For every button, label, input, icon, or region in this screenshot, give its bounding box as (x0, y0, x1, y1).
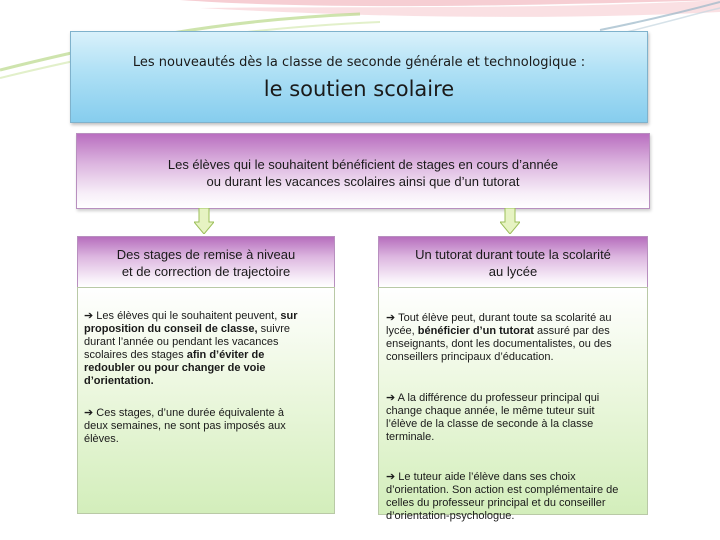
text-run: ➔ Les élèves qui le souhaitent peuvent, (84, 310, 281, 322)
text-line (386, 405, 644, 418)
text-line (84, 375, 332, 388)
right-body-box (378, 287, 648, 522)
text-line (386, 431, 644, 444)
bold-text: bénéficier d’un tutorat (417, 325, 534, 337)
bold-text: d’orientation. (84, 375, 154, 387)
title-line-2: le soutien scolaire (263, 77, 455, 101)
left-heading-box (77, 236, 335, 288)
text-line (84, 336, 332, 349)
text-line (84, 323, 332, 336)
text-run: durant l’année ou pendant les vacances (84, 336, 279, 348)
text-line (84, 310, 332, 323)
right-paragraph-3 (386, 471, 644, 523)
text-line (386, 510, 644, 523)
text-run: celles du professeur principal et du conseiller (386, 497, 606, 509)
text-run: terminale. (386, 431, 435, 443)
text-line (386, 484, 644, 497)
right-paragraph-2 (386, 392, 644, 444)
bold-text: sur (280, 310, 298, 322)
down-arrow-left-icon (194, 208, 214, 234)
right-heading-line-2: au lycée (488, 264, 538, 279)
right-heading-line-1: Un tutorat durant toute la scolarité (415, 247, 611, 262)
text-line (84, 349, 332, 362)
text-line (386, 392, 644, 405)
left-paragraph-1 (84, 310, 332, 388)
text-run: change chaque année, le même tuteur suit (386, 405, 595, 417)
bold-text: afin d’éviter de (186, 349, 265, 361)
right-paragraph-1 (386, 312, 644, 364)
left-heading-line-1: Des stages de remise à niveau (116, 247, 296, 262)
text-run: lycée, (386, 325, 418, 337)
right-heading-box (378, 236, 648, 288)
text-line (386, 312, 644, 325)
text-run: ➔ Tout élève peut, durant toute sa scolarité au (386, 312, 612, 324)
text-run: élèves. (84, 433, 119, 445)
text-run: assuré par des (533, 325, 610, 337)
title-line-1: Les nouveautés dès la classe de seconde générale et technologique : (132, 55, 586, 70)
text-line (386, 325, 644, 338)
down-arrow-right-icon (500, 208, 520, 234)
text-line (84, 362, 332, 375)
text-line (84, 407, 332, 420)
bold-text: redoubler ou pour changer de voie (84, 362, 266, 374)
text-run: ➔ Ces stages, d’une durée équivalente à (84, 407, 285, 419)
text-run: ➔ Le tuteur aide l’élève dans ses choix (386, 471, 576, 483)
text-run: scolaires des stages (84, 349, 187, 361)
text-line (386, 418, 644, 431)
title-box (70, 31, 648, 123)
intro-line-2: ou durant les vacances scolaires ainsi que d’un tutorat (206, 174, 520, 189)
intro-line-1: Les élèves qui le souhaitent bénéficient de stages en cours d’année (167, 157, 559, 172)
text-run: enseignants, dont les documentalistes, ou des (386, 338, 612, 350)
left-body-box (77, 287, 335, 514)
text-line (386, 351, 644, 364)
intro-box (76, 133, 650, 209)
text-run: ➔ A la différence du professeur principal qui (386, 392, 600, 404)
bold-text: proposition du conseil de classe, (84, 323, 258, 335)
left-heading-line-2: et de correction de trajectoire (121, 264, 291, 279)
text-line (386, 338, 644, 351)
intro-text (87, 156, 639, 190)
text-run: d’orientation. Son action est complémentaire de (386, 484, 619, 496)
left-paragraph-2 (84, 407, 332, 446)
text-run: conseillers principaux d’éducation. (386, 351, 554, 363)
text-line (84, 433, 332, 446)
text-line (386, 497, 644, 510)
text-run: l’élève de la classe de seconde à la classe (386, 418, 594, 430)
text-run: d’orientation-psychologue. (386, 510, 515, 522)
text-run: deux semaines, ne sont pas imposés aux (84, 420, 286, 432)
text-run: suivre (257, 323, 290, 335)
text-line (84, 420, 332, 433)
text-line (386, 471, 644, 484)
right-heading-text (385, 246, 641, 280)
left-heading-text (84, 246, 328, 280)
